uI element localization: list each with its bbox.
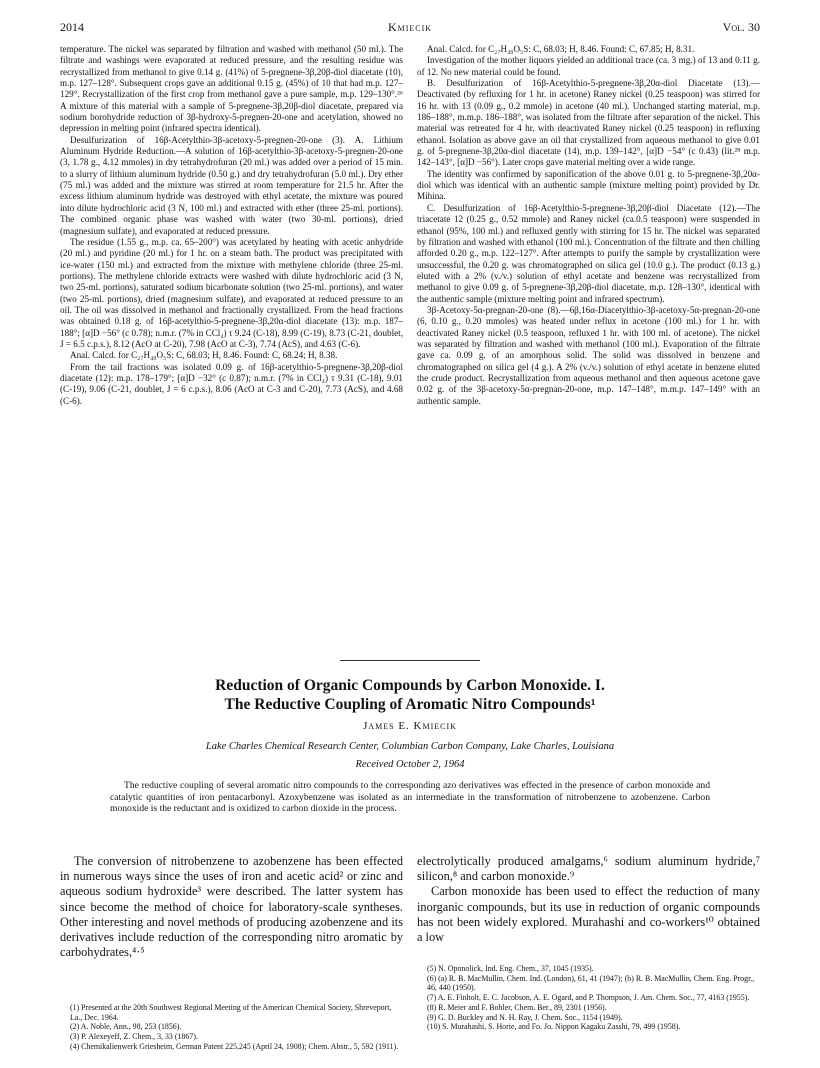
body-left-column [60, 854, 403, 960]
article-title-line-2: The Reductive Coupling of Aromatic Nitro Compounds¹ [224, 696, 596, 713]
received-date: Received October 2, 1964 [355, 759, 465, 770]
section-divider [340, 660, 480, 661]
footnote: (6) (a) R. B. MacMullin, Chem. Ind. (London), 61, 41 (1947); (b) R. B. MacMullin, Chem. Eng. Progr., 46, 440 (1950). [427, 973, 755, 993]
paragraph: Carbon monoxide has been used to effect the reduction of many inorganic compounds, but its use in reduction of organic compounds has not been widely explored. Murahashi and co-workers¹⁰ obtained a low [417, 884, 760, 945]
page-number: 2014 [60, 20, 84, 34]
paragraph: electrolytically produced amalgams,⁶ sodium aluminum hydride,⁷ silicon,⁸ and carbon monoxide.⁹ [417, 854, 760, 884]
paragraph: The conversion of nitrobenzene to azobenzene has been effected in numerous ways since the uses of iron and acetic acid² or zinc and aqueous sodium hydroxide³ were described. The latter system has since become the method of choice for laboratory-scale syntheses. Other interesting and novel methods of producing azobenzene and its derivatives include reduction of the corresponding nitro aromatic by carbohydrates,⁴·⁵ [60, 854, 403, 960]
footnote: (1) Presented at the 20th Southwest Regional Meeting of the American Chemical Society, Shreveport, La., Dec. 1964. [70, 1003, 392, 1022]
paragraph: Anal. Calcd. for C₂₇H₄₀O₅S: C, 68.03; H, 8.46. Found: C, 68.24; H, 8.38. [70, 350, 338, 361]
footnote: (3) P. Alexeyeff, Z. Chem., 3, 33 (1867). [70, 1032, 198, 1042]
paragraph: 3β-Acetoxy-5α-pregnan-20-one (8).—6β,16α-Diacetylthio-3β-acetoxy-5α-pregnan-20-one (6, 0.10 g., 0.20 mmoles) was heated under reflux in acetone (100 ml.) for 1 hr. with deactivated Raney nickel (0.5 teaspoon, refluxed 1 hr. with 100 ml. of acetone). The nickel was separated by filtration and washed with methanol (100 ml.). Evaporation of the filtrate gave ca. 0.09 g. of an amorphous solid. The solid was dissolved in benzene and chromatographed on silica gel (4 g.). A 2% (v./v.) solution of ethyl acetate in benzene eluted the crude product. Recrystallization from aqueous methanol and then aqueous acetone gave 0.02 g. of the 3β-acetoxy-5α-pregnan-20-one, m.p. 147–148°, m.m.p. 147–149° with an authentic sample. [417, 304, 760, 406]
volume-label: Vol. 30 [722, 20, 760, 34]
article-title [60, 676, 760, 714]
footnote: (9) G. D. Buckley and N. H. Ray, J. Chem. Soc., 1154 (1949). [427, 1012, 623, 1022]
paragraph: C. Desulfurization of 16β-Acetylthio-5-pregnene-3β,20β-diol Diacetate (12).—The triacetate 12 (0.25 g., 0.52 mmole) and Raney nickel (ca.0.5 teaspoon) were suspended in ethanol (95%, 100 ml.) and refluxed gently with stirring for 15 hr. The nickel was separated by filtration and washed with ethanol (100 ml.). Concentration of the filtrate and then chilling afforded 0.20 g., m.p. 122–127°. After attempts to purify the sample by crystallization were unsuccessful, the 0.20 g. was chromatographed on silica gel (10.0 g.). The product (0.13 g.) eluted with a 2% (v./v.) solution of ethyl acetate and benzene was recrystallized from methanol to give 0.09 g. of 5-pregnene-3β,20β-diol diacetate, m.p. 128–130°, identical with the authentic sample (mixture melting point and infrared spectrum). [417, 202, 760, 304]
paragraph: The identity was confirmed by saponification of the above 0.01 g. to 5-pregnene-3β,20α-diol which was identical with an authentic sample (mixture melting point) provided by Dr. Mihina. [417, 168, 760, 202]
paragraph: temperature. The nickel was separated by filtration and washed with methanol (50 ml.). The filtrate and washings were evaporated at reduced pressure, and the resulting residue was recrystallized from methanol to give 0.14 g. (41%) of 5-pregnene-3β,20β-diol diacetate (10), m.p. 127–128°. Subsequent crops gave an additional 0.15 g. (45%) of 10 that had m.p. 127–129°. Recrystallization of the first crop from methanol gave a pure sample, m.p. 129–130°.²⁶ A mixture of this material with a sample of 5-pregnene-3β,20β-diol diacetate, prepared via sodium borohydride reduction of 3β-hydroxy-5-pregnen-20-one and acetylation, showed no depression in melting point (infrared spectra identical). [60, 44, 403, 134]
right-column-previous-article [417, 44, 760, 407]
author-affiliation: Lake Charles Chemical Research Center, Columbian Carbon Company, Lake Charles, Louisiana [205, 741, 615, 752]
running-header [60, 20, 760, 38]
article-title-line-1: Reduction of Organic Compounds by Carbon Monoxide. I. [215, 677, 605, 694]
footnote: (5) N. Oponolick, Ind. Eng. Chem., 37, 1045 (1935). [427, 964, 594, 973]
paragraph: From the tail fractions was isolated 0.09 g. of 16β-acetylthio-5-pregnene-3β,20β-diol diacetate (12): m.p. 178–179°; [α]D −32° (c 0.87); n.m.r. (7% in CCl₄) τ 9.31 (C-18), 9.01 (C-19), 9.06 (C-21, doublet, J = 6 c.p.s.), 8.06 (AcO at C-3 and C-20), 7.73 (AcS), and 4.68 (C-6). [60, 361, 403, 406]
abstract: The reductive coupling of several aromatic nitro compounds to the corresponding azo derivatives was effected in the presence of carbon monoxide and catalytic quantities of iron pentacarbonyl. Azoxybenzene was isolated as an intermediate in the transformation of nitrobenzene to azobenzene. Carbon monoxide is the reductant and is oxidized to carbon dioxide in the process. [110, 780, 710, 815]
article-author: James E. Kmiecik [363, 720, 457, 732]
left-column-previous-article [60, 44, 403, 407]
footnotes-right [417, 964, 760, 1032]
footnote: (4) Chemikalienwerk Griesheim, German Patent 225,245 (April 24, 1908); Chem. Abstr., 5, 592 (1911). [70, 1041, 399, 1051]
body-right-column [417, 854, 760, 945]
footnote: (8) R. Meier and F. Bohler, Chem. Ber., 89, 2301 (1956). [427, 1002, 607, 1012]
paragraph: B. Desulfurization of 16β-Acetylthio-5-pregnene-3β,20α-diol Diacetate (13).—Deactivated (by refluxing for 1 hr. in acetone) Raney nickel (0.25 teaspoon) was stirred for 16 hr. with 13 (0.09 g., 0.2 mmole) in acetone (40 ml.). Unchanged starting material, m.p. 186–188°, m.m.p. 186–188°, was isolated from the filtrate after separation of the nickel. This material was retreated for 4 hr. with deactivated Raney nickel (0.25 teaspoon) in refluxing ethanol. Isolation as above gave an oil that crystallized from aqueous methanol to give 0.01 g. of 5-pregnene-3β,20α-diol diacetate (14), m.p. 139–142°, [α]D −54° (c 0.43) (lit.²⁸ m.p. 142–143°, [α]D −56°). Later crops gave material melting over a wide range. [417, 78, 760, 168]
footnotes-left [60, 1003, 403, 1052]
paragraph: The residue (1.55 g., m.p. ca. 65–200°) was acetylated by heating with acetic anhydride (20 ml.) and pyridine (20 ml.) for 1 hr. on a steam bath. The product was precipitated with ice-water (150 ml.) and extracted from the mixture with methylene chloride (three 25-ml. portions). The methylene chloride extracts were washed with dilute hydrochloric acid (3 N, two 25-ml. portions), saturated sodium bicarbonate solution (two 25-ml. portions), and water (two 25-ml. portions), dried (magnesium sulfate), and evaporated at reduced pressure to an oil. The oil was dissolved in methanol and fractionally crystallized. From the head fractions was obtained 0.18 g. of 16β-acetylthio-5-pregnene-3β,20α-diol diacetate (13): m.p. 187–188°; [α]D −56° (c 0.78); n.m.r. (7% in CCl₄) τ 9.24 (C-18), 8.99 (C-19), 8.73 (C-21, doublet, J = 6.5 c.p.s.), 8.12 (AcO at C-20), 7.98 (AcO at C-3), 7.74 (AcS), and 4.63 (C-6). [60, 236, 403, 349]
paragraph: Investigation of the mother liquors yielded an additional trace (ca. 3 mg.) of 13 and 0.11 g. of 12. No new material could be found. [417, 55, 760, 77]
footnote: (10) S. Murahashi, S. Horie, and Fo. Jo. Nippon Kagaku Zasshi, 79, 499 (1958). [427, 1022, 681, 1032]
running-author: Kmiecik [387, 20, 433, 34]
footnote: (7) A. E. Finholt, E. C. Jacobson, A. E. Ogard, and P. Thompson, J. Am. Chem. Soc., 77, 4163 (1955). [427, 993, 750, 1003]
paragraph: Anal. Calcd. for C₂₇H₄₀O₅S: C, 68.03; H, 8.46. Found: C, 67.85; H, 8.31. [427, 44, 695, 54]
footnote: (2) A. Noble, Ann., 98, 253 (1856). [70, 1022, 182, 1032]
paragraph: Desulfurization of 16β-Acetylthio-3β-acetoxy-5-pregnen-20-one (3). A. Lithium Aluminum Hydride Reduction.—A solution of 16β-acetylthio-3β-acetoxy-5-pregnen-20-one (3, 1.78 g., 4.12 mmoles) in dry tetrahydrofuran (20 ml.) was added over a period of 15 min. to a slurry of lithium aluminum hydride (0.50 g.) and dry tetrahydrofuran (5.0 ml.). Dry ether (75 ml.) was added and the mixture was stirred at room temperature for 21.5 hr. After the excess lithium aluminum hydride was destroyed with ethyl acetate, the mixture was poured into dilute hydrochloric acid (3 N, 100 ml.) and extracted with ether (three 25-ml. portions). The combined organic phase was washed with water (two 30-ml. portions), dried (magnesium sulfate), and evaporated at reduced pressure. [60, 134, 403, 236]
